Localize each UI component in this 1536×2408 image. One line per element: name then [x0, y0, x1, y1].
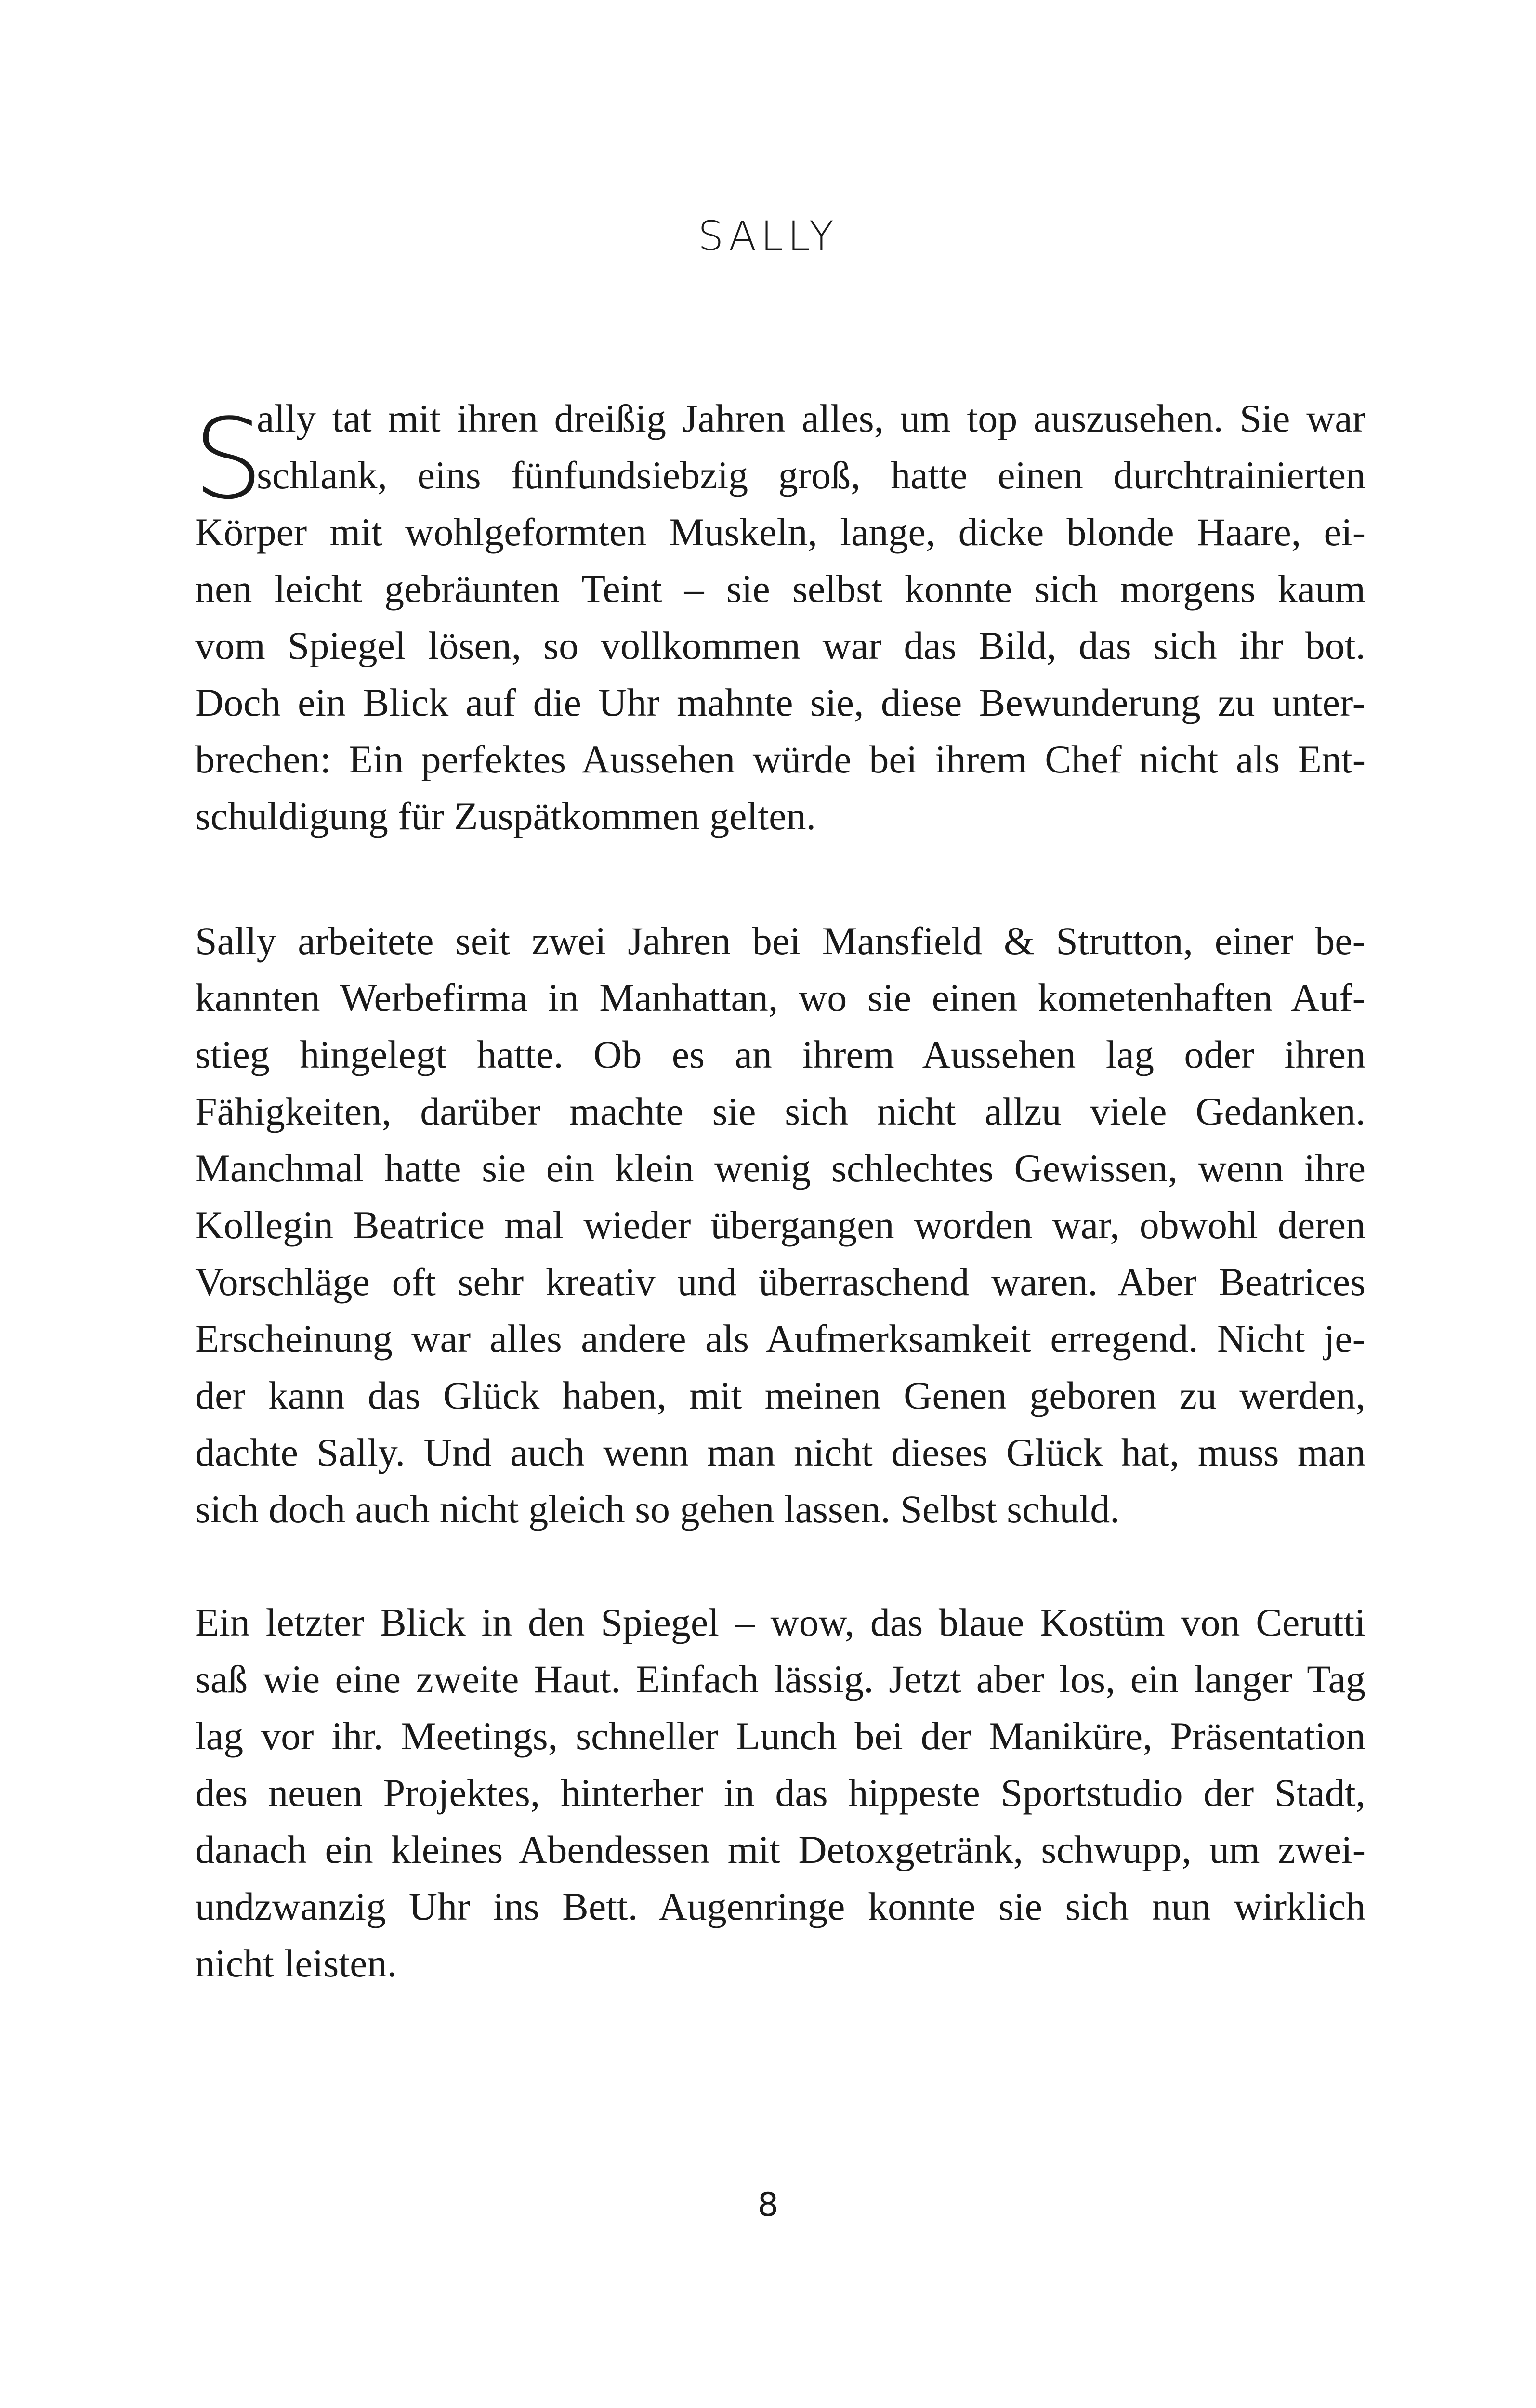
paragraph-line: lag vor ihr. Meetings, schneller Lunch bei der Maniküre, Präsentation: [195, 1714, 1365, 1758]
paragraph-line: undzwanzig Uhr ins Bett. Augenringe konnte sie sich nun wirklich: [195, 1885, 1365, 1928]
paragraph-3: [195, 1594, 1365, 1992]
paragraph-line: saß wie eine zweite Haut. Einfach lässig. Jetzt aber los, ein langer Tag: [195, 1657, 1365, 1701]
paragraph-line: schlank, eins fünfundsiebzig groß, hatte einen durchtrainierten: [257, 453, 1365, 497]
paragraph-line: Körper mit wohlgeformten Muskeln, lange, dicke blonde Haare, ei-: [195, 510, 1365, 554]
paragraph-2: [195, 913, 1365, 1538]
paragraph-line: kannten Werbefirma in Manhattan, wo sie einen kometenhaften Auf-: [195, 976, 1365, 1020]
paragraph-line: stieg hingelegt hatte. Ob es an ihrem Aussehen lag oder ihren: [195, 1033, 1365, 1076]
paragraph-line: Ein letzter Blick in den Spiegel – wow, das blaue Kostüm von Cerutti: [195, 1600, 1365, 1644]
paragraph-line: des neuen Projektes, hinterher in das hippeste Sportstudio der Stadt,: [195, 1771, 1365, 1815]
paragraph-1: [195, 390, 1365, 845]
paragraph-line: danach ein kleines Abendessen mit Detoxgetränk, schwupp, um zwei-: [195, 1828, 1365, 1871]
drop-cap: S: [193, 395, 263, 524]
paragraph-line: Sally arbeitete seit zwei Jahren bei Mansfield & Strutton, einer be-: [195, 919, 1365, 963]
paragraph-line: nen leicht gebräunten Teint – sie selbst konnte sich morgens kaum: [195, 567, 1365, 611]
paragraph-line: Kollegin Beatrice mal wieder übergangen worden war, obwohl deren: [195, 1203, 1365, 1247]
paragraph-line: der kann das Glück haben, mit meinen Genen geboren zu werden,: [195, 1374, 1365, 1417]
paragraph-line: sich doch auch nicht gleich so gehen lassen. Selbst schuld.: [195, 1487, 1120, 1531]
paragraph-line: brechen: Ein perfektes Aussehen würde bei ihrem Chef nicht als Ent-: [195, 737, 1365, 781]
paragraph-line: ally tat mit ihren dreißig Jahren alles, um top auszusehen. Sie war: [257, 396, 1365, 440]
paragraph-line: Doch ein Blick auf die Uhr mahnte sie, diese Bewunderung zu unter-: [195, 681, 1365, 724]
paragraph-line: nicht leisten.: [195, 1941, 397, 1985]
paragraph-line: Manchmal hatte sie ein klein wenig schlechtes Gewissen, wenn ihre: [195, 1146, 1365, 1190]
chapter-title: SALLY: [697, 212, 839, 260]
paragraph-line: Vorschläge oft sehr kreativ und überraschend waren. Aber Beatrices: [195, 1260, 1365, 1304]
page-number: 8: [757, 2186, 779, 2224]
paragraph-line: dachte Sally. Und auch wenn man nicht dieses Glück hat, muss man: [195, 1430, 1365, 1474]
paragraph-line: vom Spiegel lösen, so vollkommen war das Bild, das sich ihr bot.: [195, 624, 1365, 667]
paragraph-line: Erscheinung war alles andere als Aufmerksamkeit erregend. Nicht je-: [195, 1317, 1365, 1361]
paragraph-line: schuldigung für Zuspätkommen gelten.: [195, 794, 816, 838]
paragraph-line: Fähigkeiten, darüber machte sie sich nicht allzu viele Gedanken.: [195, 1089, 1365, 1133]
